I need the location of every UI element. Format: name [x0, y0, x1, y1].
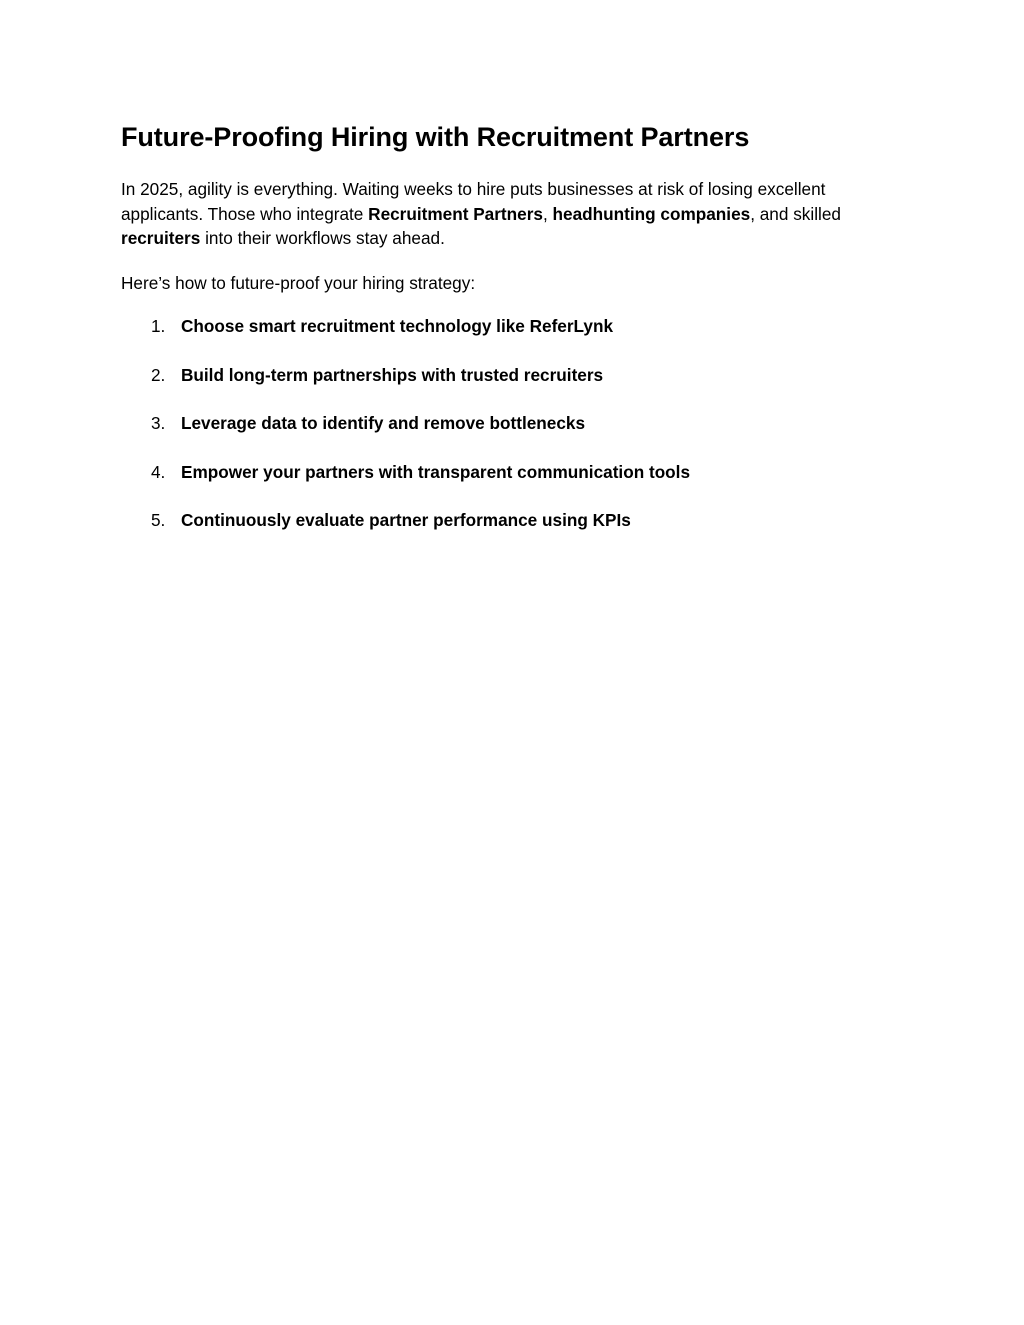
- list-item-number: 2.: [151, 364, 166, 385]
- list-item-number: 4.: [151, 461, 166, 482]
- list-item-text: Build long-term partnerships with trusted recruiters: [181, 364, 604, 385]
- intro-text-3: , and skilled: [750, 203, 841, 224]
- list-item-number: 3.: [151, 413, 166, 433]
- document-page: [121, 118, 911, 557]
- list-item: [121, 508, 911, 533]
- list-item-number: 5.: [151, 510, 166, 530]
- intro-bold-recruitment-partners: Recruitment Partners: [368, 203, 543, 224]
- intro-text-4: into their workflows stay ahead.: [200, 228, 445, 248]
- intro-bold-recruiters: recruiters: [121, 228, 201, 248]
- strategy-list: [121, 314, 911, 533]
- intro-paragraph: [121, 177, 911, 251]
- intro-text-1: In 2025, agility is everything. Waiting weeks to hire puts businesses at risk of losing excellent applicants. Those who integrate: [121, 179, 826, 224]
- intro-text-2: ,: [542, 203, 553, 224]
- lead-paragraph: Here’s how to future-proof your hiring strategy:: [121, 272, 476, 293]
- list-item-number: 1.: [151, 316, 166, 336]
- list-item: [121, 363, 911, 388]
- list-item: [121, 314, 911, 339]
- list-item: [121, 460, 911, 485]
- list-item-text: Continuously evaluate partner performance using KPIs: [181, 510, 631, 530]
- intro-bold-headhunting-companies: headhunting companies: [552, 203, 751, 224]
- list-item-text: Empower your partners with transparent communication tools: [181, 461, 691, 482]
- list-item: [121, 411, 911, 436]
- list-item-text: Leverage data to identify and remove bottlenecks: [181, 413, 586, 433]
- page-title: Future-Proofing Hiring with Recruitment Partners: [121, 122, 750, 152]
- list-item-text: Choose smart recruitment technology like ReferLynk: [181, 316, 614, 336]
